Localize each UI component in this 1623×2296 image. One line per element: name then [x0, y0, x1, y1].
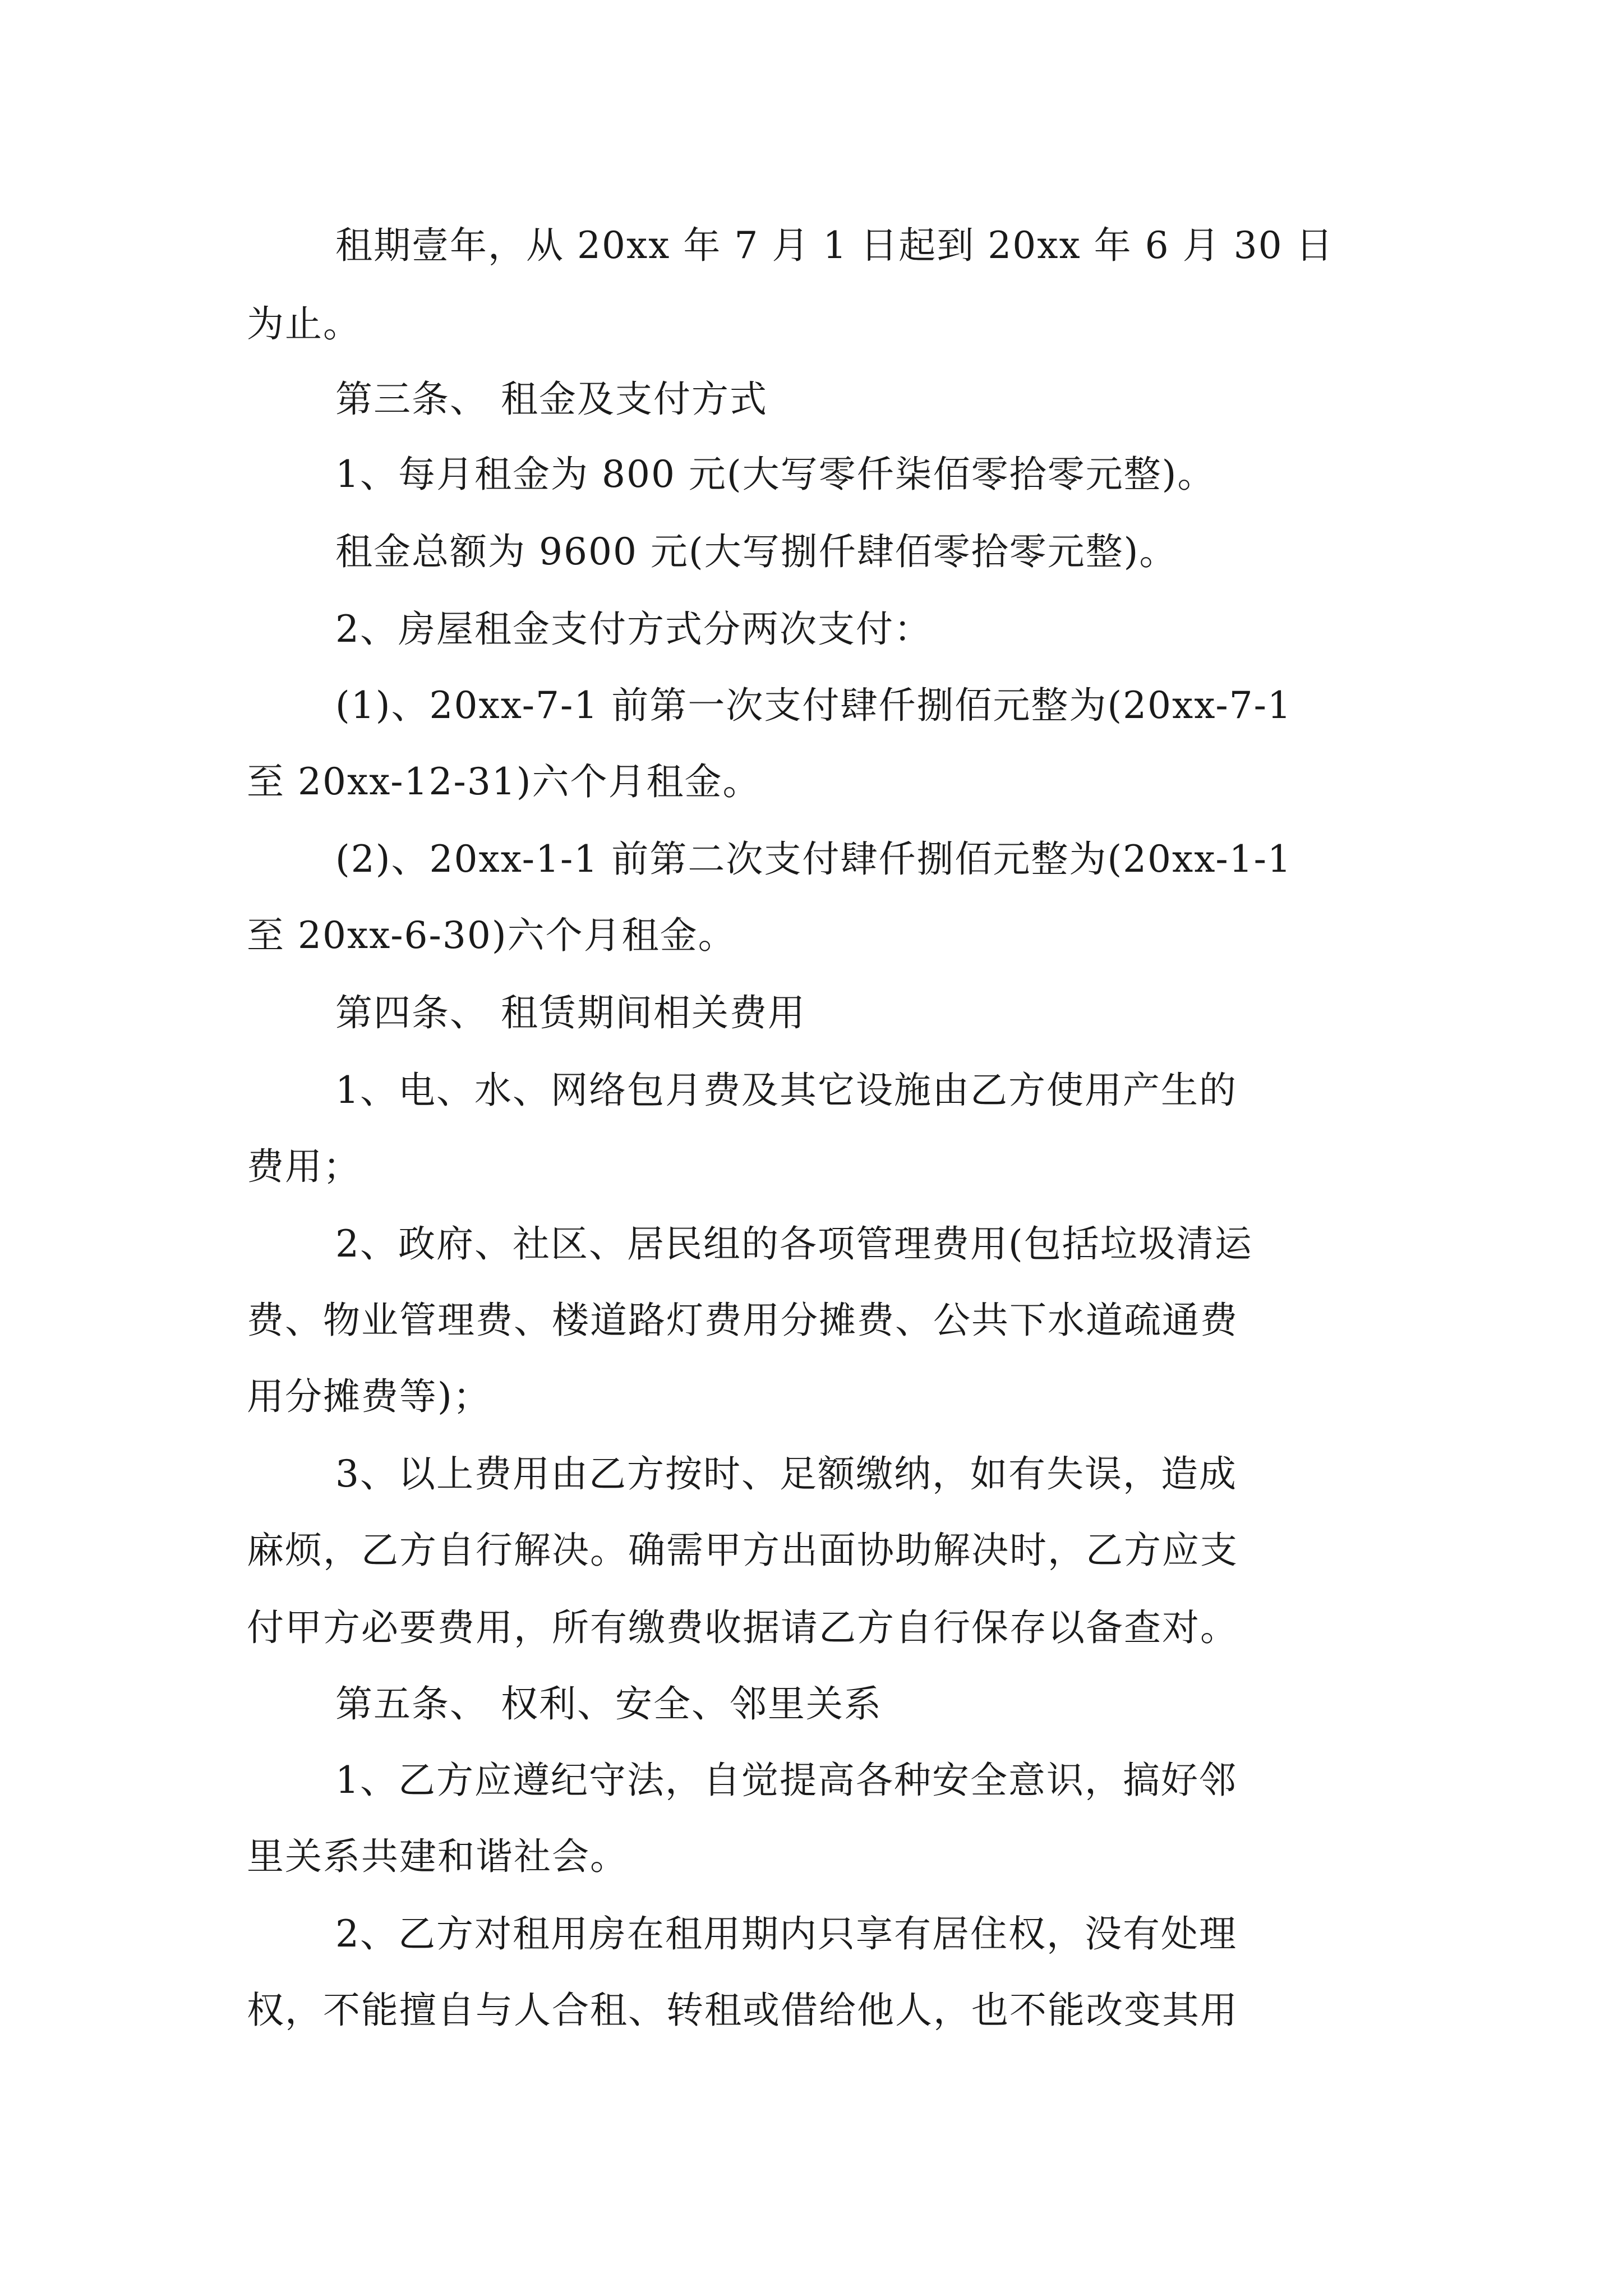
text-line: 2、政府、社区、居民组的各项管理费用(包括垃圾清运	[335, 1222, 1253, 1266]
text-line: 至 20xx-6-30)六个月租金。	[247, 914, 736, 957]
text-line: 3、以上费用由乙方按时、足额缴纳，如有失误，造成	[335, 1452, 1237, 1496]
text-line: 租金总额为 9600 元(大写捌仟肆佰零拾零元整)。	[335, 530, 1178, 573]
text-line: 用分摊费等)；	[247, 1375, 491, 1418]
text-line: 麻烦，乙方自行解决。确需甲方出面协助解决时，乙方应支	[247, 1529, 1238, 1572]
text-line: 费用；	[247, 1145, 361, 1188]
section-heading-3: 第三条、 租金及支付方式	[335, 378, 768, 421]
text-line: 付甲方必要费用，所有缴费收据请乙方自行保存以备查对。	[247, 1606, 1238, 1649]
text-line: 1、乙方应遵纪守法，自觉提高各种安全意识，搞好邻	[335, 1759, 1237, 1802]
text-line: 2、乙方对租用房在租用期内只享有居住权，没有处理	[335, 1912, 1237, 1955]
section-heading-4: 第四条、 租赁期间相关费用	[335, 991, 806, 1034]
text-line: 租期壹年，从 20xx 年 7 月 1 日起到 20xx 年 6 月 30 日	[335, 224, 1334, 267]
text-line: (2)、20xx-1-1 前第二次支付肆仟捌佰元整为(20xx-1-1	[335, 838, 1292, 881]
text-line: 为止。	[247, 302, 361, 346]
text-line: 1、每月租金为 800 元(大写零仟柒佰零拾零元整)。	[335, 453, 1216, 496]
text-line: 1、电、水、网络包月费及其它设施由乙方使用产生的	[335, 1069, 1237, 1112]
text-line: (1)、20xx-7-1 前第一次支付肆仟捌佰元整为(20xx-7-1	[335, 684, 1292, 727]
text-line: 费、物业管理费、楼道路灯费用分摊费、公共下水道疏通费	[247, 1299, 1238, 1342]
text-line: 2、房屋租金支付方式分两次支付：	[335, 608, 932, 651]
text-line: 至 20xx-12-31)六个月租金。	[247, 760, 761, 803]
text-line: 权，不能擅自与人合租、转租或借给他人，也不能改变其用	[247, 1989, 1238, 2032]
text-line: 里关系共建和谐社会。	[247, 1835, 628, 1878]
section-heading-5: 第五条、 权利、安全、邻里关系	[335, 1682, 882, 1726]
